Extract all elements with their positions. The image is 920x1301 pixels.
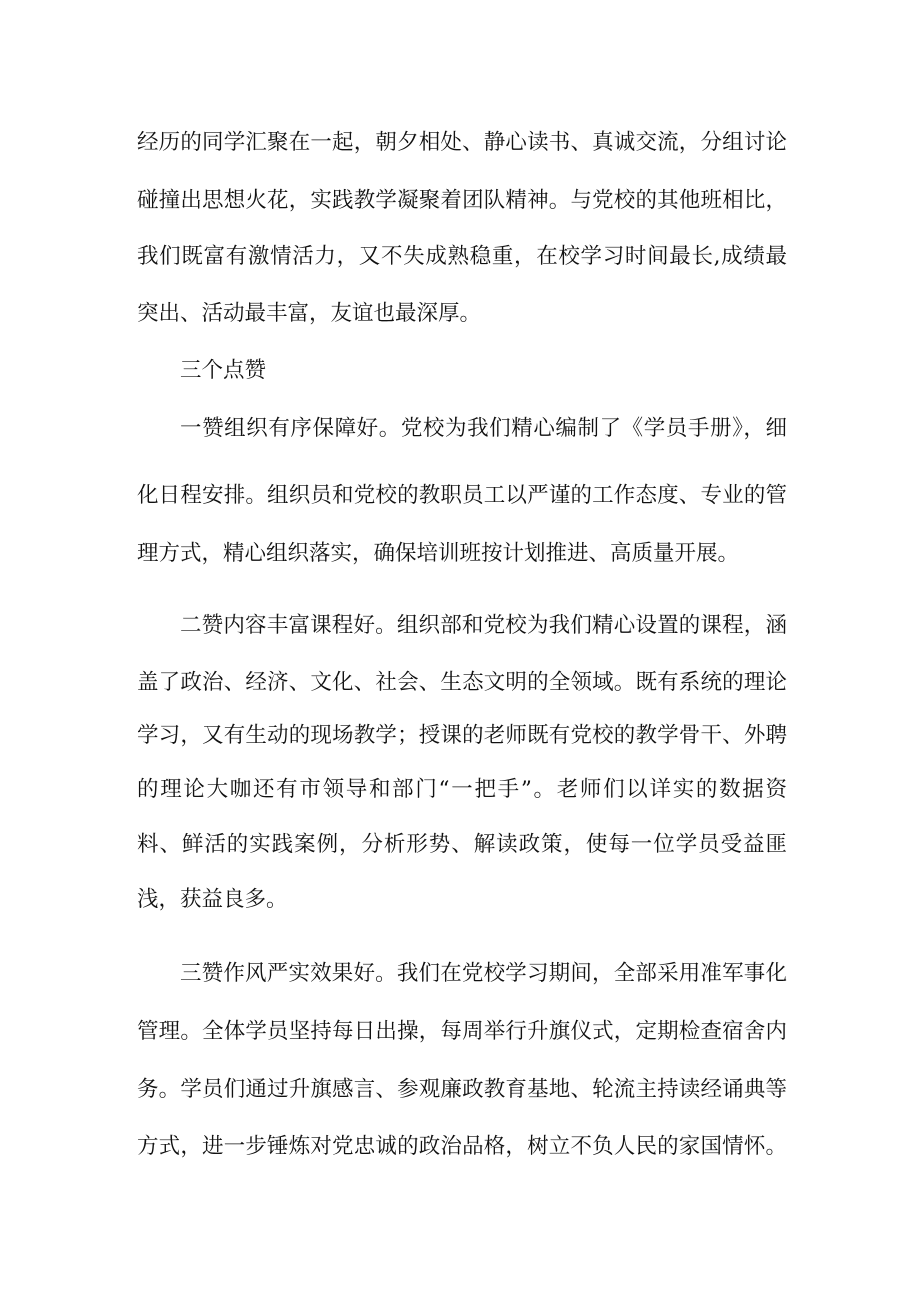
paragraph-1-line-2: 碰撞出思想火花，实践教学凝聚着团队精神。与党校的其他班相比， <box>137 188 787 213</box>
paragraph-4-line-4: 方式，进一步锤炼对党忠诚的政治品格，树立不负人民的家国情怀。 <box>137 1134 787 1159</box>
paragraph-3-line-4: 的理论大咖还有市领导和部门“一把手”。老师们以详实的数据资 <box>137 777 787 802</box>
paragraph-1-line-3: 我们既富有激情活力，又不失成熟稳重，在校学习时间最长,成绩最 <box>137 244 787 269</box>
paragraph-3-line-3: 学习，又有生动的现场教学；授课的老师既有党校的教学骨干、外聘 <box>137 723 787 748</box>
paragraph-4-line-1: 三赞作风严实效果好。我们在党校学习期间，全部采用准军事化 <box>180 961 787 986</box>
paragraph-3-line-6: 浅，获益良多。 <box>137 887 288 912</box>
section-heading: 三个点赞 <box>180 358 267 383</box>
paragraph-2-line-3: 理方式，精心组织落实，确保培训班按计划推进、高质量开展。 <box>137 541 740 566</box>
paragraph-3-line-1: 二赞内容丰富课程好。组织部和党校为我们精心设置的课程，涵 <box>180 613 787 638</box>
paragraph-4-line-3: 务。学员们通过升旗感言、参观廉政教育基地、轮流主持读经诵典等 <box>137 1077 787 1102</box>
paragraph-1-line-1: 经历的同学汇聚在一起，朝夕相处、静心读书、真诚交流，分组讨论 <box>137 130 787 155</box>
paragraph-3-line-5: 料、鲜活的实践案例，分析形势、解读政策，使每一位学员受益匪 <box>137 832 787 857</box>
paragraph-2-line-2: 化日程安排。组织员和党校的教职员工以严谨的工作态度、专业的管 <box>137 483 787 508</box>
paragraph-3-line-2: 盖了政治、经济、文化、社会、生态文明的全领域。既有系统的理论 <box>137 670 787 695</box>
paragraph-1-line-4: 突出、活动最丰富，友谊也最深厚。 <box>137 301 482 326</box>
paragraph-2-line-1: 一赞组织有序保障好。党校为我们精心编制了《学员手册》，细 <box>180 416 787 441</box>
paragraph-4-line-2: 管理。全体学员坚持每日出操，每周举行升旗仪式，定期检查宿舍内 <box>137 1019 787 1044</box>
